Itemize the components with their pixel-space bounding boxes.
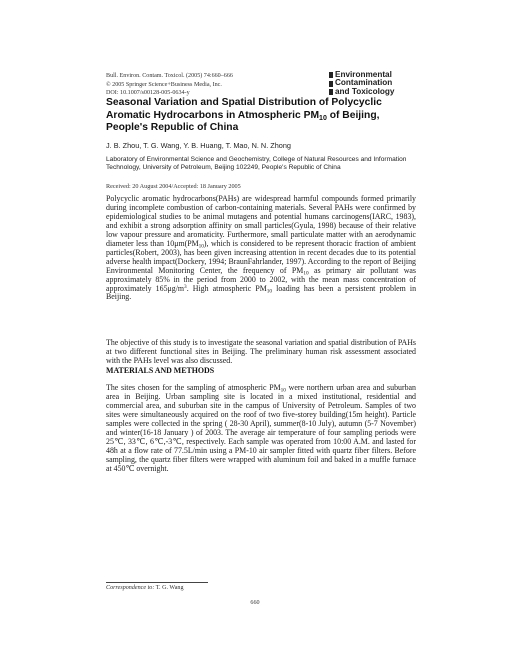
affiliation: Laboratory of Environmental Science and Geochemistry, College of Natural Resources and Information Technology, University of Petroleum, Beijing 102249, People's Republic of China (106, 156, 407, 172)
copyright-line: © 2005 Springer Science+Business Media, Inc. (106, 81, 222, 88)
logo-line-2: Contamination (335, 78, 393, 88)
methods-paragraph: The sites chosen for the sampling of atmospheric PM10 were northern urban area and suburban area in Beijing. Urban sampling site is located in a mixed institutional, residential and commercial area, and suburban site in the campus of University of Petroleum. Samples of two sites were simultaneously acquired on the roof of two five-storey building(15m height). Particle samples were collected in the spring ( 28-30 April), summer(8-10 July), autumn (5-7 November) and winter(16-18 January ) of 2003. The average air temperature of four sampling periods were 25℃, 33℃, 6℃,-3℃, respectively. Each sample was operated from 10:00 A.M. and lasted for 48h at a flow rate of 77.5L/min using a PM-10 air sampler fitted with quartz fiber filters. Before sampling, the quartz fiber filters were wrapped with aluminum foil and baked in a muffle furnace at 450℃ overnight. (106, 383, 416, 473)
section-heading: MATERIALS AND METHODS (106, 366, 215, 375)
logo-line-3: and Toxicology (335, 86, 395, 96)
logo-line-1: Environmental (335, 70, 392, 79)
logo-mark (329, 72, 333, 78)
title-subscript: 10 (319, 114, 327, 122)
journal-reference: Bull. Environ. Contam. Toxicol. (2005) 74:660–666 (106, 73, 233, 79)
doi-line: DOI: 10.1007/s00128-005-0634-y (106, 90, 190, 97)
received-dates: Received: 20 August 2004/Accepted: 18 January 2005 (106, 183, 241, 190)
footnote-rule (106, 582, 208, 583)
objective-paragraph: The objective of this study is to investigate the seasonal variation and spatial distribution of PAHs at two different functional sites in Beijing. The preliminary human risk assessment associated with the PAHs level was also discussed. (106, 338, 416, 365)
paper-title: Seasonal Variation and Spatial Distribution of Polycyclic Aromatic Hydrocarbons in Atmospheric $PM_{10}$ of Beijing, People's Republic of China (106, 97, 382, 133)
journal-logo (329, 71, 411, 96)
correspondence-footnote: Correspondence to: T. G. Wang (106, 585, 184, 591)
intro-paragraph: Polycyclic aromatic hydrocarbons(PAHs) are widespread harmful compounds formed primarily during incomplete combustion of carbon-containing materials. Several PAHs were confirmed by epidemiological studies to be animal mutagens and potential humans carcinogens(IARC, 1983), and exhibit a strong adsorption affinity on small particles(Gyula, 1998) because of their relative low vapour pressure and aromaticity. Furthermore, small particulate matter with an aerodynamic diameter less than 10μm(PM10), which is considered to be represent thoracic fraction of ambient particles(Robert, 2003), has been given increasing attention in recent decades due to its potential adverse health impact(Dockery, 1994; BraunFahrlander, 1997). According to the report of Beijing Environmental Monitoring Center, the frequency of PM10 as primary air pollutant was approximately 85% in the period from 2000 to 2002, with the mean mass concentration of approximately $165\mu g/m^3$. High atmospheric PM10 loading has been a persistent problem in Beijing. (106, 194, 417, 302)
journal-header (106, 72, 336, 98)
author-list: J. B. Zhou, T. G. Wang, Y. B. Huang, T. Mao, N. N. Zhong (106, 141, 291, 150)
logo-mark (329, 81, 333, 87)
logo-mark (329, 89, 333, 95)
page-number: 660 (250, 600, 260, 606)
